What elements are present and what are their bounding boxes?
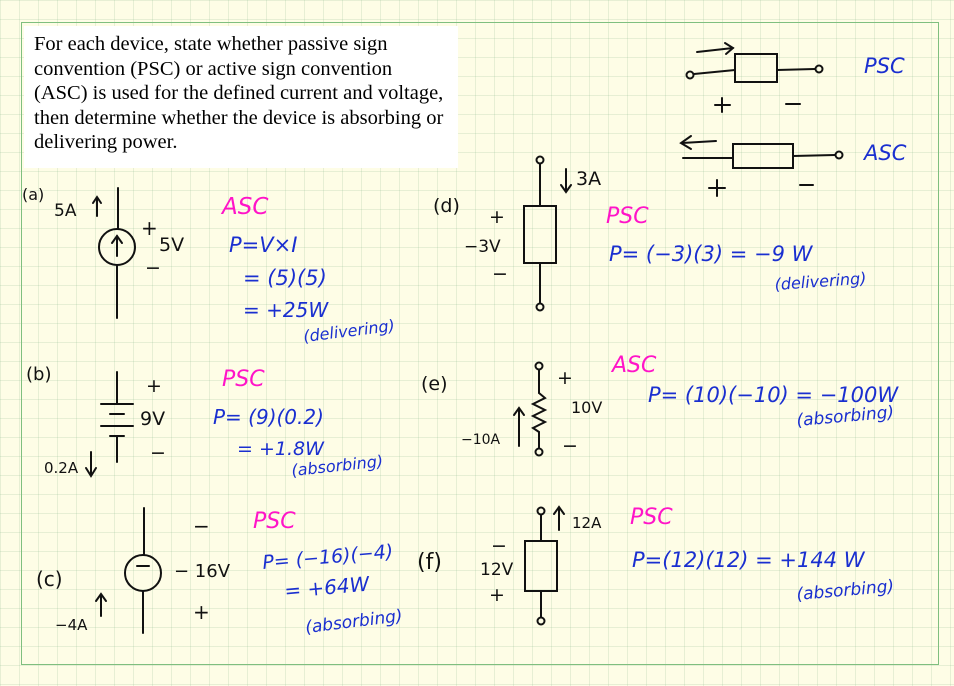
result-d: (delivering) xyxy=(773,268,868,294)
convention-d: PSC xyxy=(606,204,649,229)
calc-d-1: P= (−3)(3) = −9 W xyxy=(609,242,813,266)
tag-e: (e) xyxy=(421,373,448,395)
convention-c: PSC xyxy=(253,509,296,534)
calc-a-3: = +25W xyxy=(243,298,329,322)
convention-e: ASC xyxy=(612,353,657,378)
tag-f: (f) xyxy=(417,550,442,575)
calc-c-1: P= (−16)(−4) xyxy=(261,540,395,574)
current-d: 3A xyxy=(576,168,602,190)
plus-f: + xyxy=(489,584,505,606)
voltage-e: 10V xyxy=(571,398,603,417)
plus-c: + xyxy=(193,600,210,624)
circuit-e xyxy=(514,363,545,456)
calc-b-1: P= (9)(0.2) xyxy=(213,405,324,429)
calc-f-1: P=(12)(12) = +144 W xyxy=(632,548,865,572)
problem-statement: For each device, state whether passive sign convention (PSC) or active sign convention (ASC) is used for the defined current and voltage, then determine whether the device is absorbing or delivering power. xyxy=(24,26,458,168)
plus-d: + xyxy=(489,206,505,228)
calc-c-2: = +64W xyxy=(283,571,371,603)
result-c: (absorbing) xyxy=(304,606,404,638)
calc-a-2: = (5)(5) xyxy=(243,266,327,290)
legend-psc-diagram xyxy=(687,43,823,112)
calc-b-2: = +1.8W xyxy=(237,438,324,460)
current-b: 0.2A xyxy=(44,459,79,477)
calc-a-1: P=V×I xyxy=(229,233,298,257)
current-c: −4A xyxy=(55,616,88,634)
result-b: (absorbing) xyxy=(290,451,384,480)
voltage-d: −3V xyxy=(464,237,501,257)
circuit-a xyxy=(93,188,135,318)
result-f: (absorbing) xyxy=(795,576,895,605)
circuit-c xyxy=(96,508,161,633)
minus-c: − xyxy=(193,514,210,538)
circuit-d xyxy=(524,157,571,311)
convention-f: PSC xyxy=(630,505,673,530)
current-f: 12A xyxy=(572,514,602,532)
calc-e-1: P= (10)(−10) = −100W xyxy=(648,383,899,407)
voltage-a: 5V xyxy=(159,234,185,256)
result-a: (delivering) xyxy=(302,315,396,346)
legend-asc-label: ASC xyxy=(864,141,907,165)
minus-b: − xyxy=(150,442,166,464)
tag-b: (b) xyxy=(26,364,52,385)
minus-d: − xyxy=(492,263,508,285)
voltage-b: 9V xyxy=(140,408,166,430)
plus-b: + xyxy=(146,375,162,397)
voltage-c: − 16V xyxy=(174,561,231,582)
current-e: −10A xyxy=(461,432,501,448)
tag-c: (c) xyxy=(36,567,63,591)
minus-e: − xyxy=(562,435,578,457)
plus-a: + xyxy=(141,216,158,240)
convention-b: PSC xyxy=(222,367,265,392)
minus-f: − xyxy=(491,535,507,557)
minus-a: − xyxy=(145,257,161,279)
voltage-f: 12V xyxy=(480,560,514,580)
convention-a: ASC xyxy=(222,194,269,220)
legend-asc-diagram xyxy=(681,136,843,196)
circuit-b xyxy=(86,372,133,476)
legend-psc-label: PSC xyxy=(864,54,905,78)
tag-a: (a) xyxy=(22,185,45,204)
plus-e: + xyxy=(557,367,573,389)
circuit-f xyxy=(525,507,564,625)
tag-d: (d) xyxy=(433,195,460,217)
result-e: (absorbing) xyxy=(795,402,895,431)
current-a: 5A xyxy=(54,201,77,221)
